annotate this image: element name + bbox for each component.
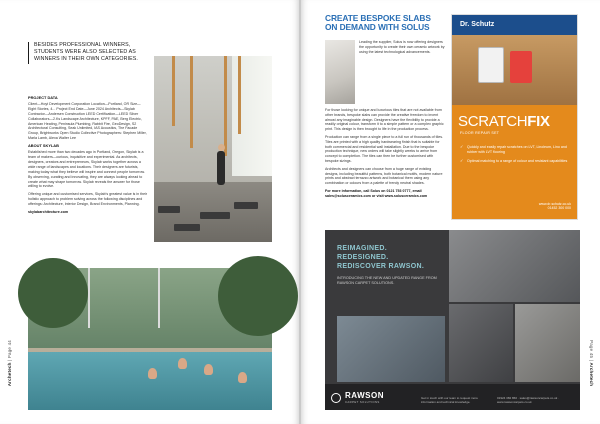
rawson-carpet-image [515,304,580,382]
photo-silk-rope [172,56,175,126]
page-number: Page 44 [7,340,12,359]
right-running-head: Page 45 | Archetech [589,340,594,387]
article-paragraph: Architects and designers can choose from a huge range of existing designs, including beautiful patterns, both botanical motifs, modern nature prints and abstract terrazzo artwork and botanical them using any combination or colours from a palette of trendy neutral shades. [325,166,443,186]
advert-product-box [510,51,532,83]
rawson-brand-name: RAWSON [345,391,384,400]
fix-word: FIX [527,113,550,130]
article-paragraph: Leading the supplier, Solus is now offering designers the opportunity to create their own ceramic artwork by using the latest technological advancements. [359,40,445,54]
about-text-2: Offering unique and customised services, Skylab's greatest value is in their holistic approach to problem solving across the following disciplines and offerings: Architecture, Interior Design, Brand Environments, Planning. [28,192,148,207]
slab-photo [325,40,355,104]
advert-phone: 01452 300 000 [547,206,571,211]
photo-mat [200,212,230,219]
left-running-head: Archetech | Page 44 [7,340,12,387]
rawson-headline-line: REDESIGNED. [337,254,389,261]
magazine-name: Archetech [7,362,12,387]
project-data-heading: PROJECT DATA [28,95,58,100]
rawson-advert[interactable] [325,230,580,410]
article-intro [359,40,445,57]
photo-swimmer [178,358,187,369]
advert-subtitle: FLOOR REPAIR SET [460,131,500,135]
page-number: Page 45 [589,340,594,359]
photo-tree [218,256,298,336]
rooftop-pool-photo [28,268,272,410]
dr-schutz-logo: Dr. Schutz [452,15,577,35]
photo-frame [158,268,160,328]
article-headline: CREATE BESPOKE SLABS ON DEMAND WITH SOLUS [325,13,431,32]
website-link[interactable]: skylabarchitecture.com [28,210,69,215]
about-heading: ABOUT SKYLAB [28,143,59,149]
contact-line: For more information, call Solus on 0121 753 0777, email sales@solusceramics.com or visit www.solusceramics.com [325,188,428,198]
article-body [325,108,445,202]
rawson-brand-sub: CARPET SOLUTIONS [345,400,380,404]
right-page [301,0,600,424]
photo-pool-water [28,352,272,410]
rawson-brand [345,391,384,404]
rawson-carpet-image [449,230,580,302]
scratchfix-wordmark [458,113,550,130]
yoga-studio-photo [154,56,272,242]
photo-silk-rope [224,56,227,156]
photo-swimmer [148,368,157,379]
photo-person-head [218,144,225,151]
photo-mat [158,206,180,213]
rawson-intro: INTRODUCING THE NEW AND UPDATED RANGE FROM RAWSON CARPET SOLUTIONS. [337,276,437,285]
scratch-word: SCRATCH [458,113,528,130]
article-paragraph: For those looking for unique and luxurious tiles that are not available from other brands, bespoke slabs can provide the creative freedom to invent almost any imaginable design. Designers have the flexibility to provide a readily original colour, transform it to a simple pattern or a complex graphic print. This design is then brought to life in the production process. [325,108,444,132]
rawson-logo-icon [331,393,341,403]
advert-bullets [460,145,572,167]
photo-silk-rope [238,56,241,134]
advert-url[interactable]: www.dr-schutz.co.uk [538,201,571,206]
advert-contact [539,202,571,211]
dr-schutz-advert[interactable] [451,14,578,220]
article-paragraph: Production can range from a single piece to a full run of thousands of tiles. Tiles are printed with a high quality hardwearing finish that is suitable for both commercial and residential wall installation. Due to the bespoke production technique, new orders will take slightly weeks to arrive from concept to completion. The tiles can then be further customised with bespoke sizings. [325,134,444,163]
photo-swimmer [238,372,247,383]
magazine-name: Archetech [589,362,594,387]
advert-product-can [478,47,504,83]
project-data-text: Client—Hoyt Development Corporation Location—Portland, OR Size—Eight Stories, 4... Project End Date—June 2024 Architects—Skylab Contractor—Andersen Construction LEED Certification—LEED Silver Collaborators—2.Ks Landscape Architecture, KPFF, PAE, Berg Electric, American Heating, Peninsula Plumbing, Rabbit Fire, GeoDesign, S2 Architectural Consulting, Seak Unlimited, IAS Acoustics, The Facade Group, Brightworks Open Studio Collective Photographers: Stephen Miller, Marla Lamb, Alexa Walter Lee [28,101,147,141]
rawson-room-image [337,316,445,382]
rawson-carpet-image [449,304,513,382]
photo-mat [174,224,200,231]
rawson-headline-line: REIMAGINED. [337,245,387,252]
rawson-contact-details[interactable]: 01924 382 860 · sales@rawsoncarpets.co.uk · www.rawsoncarpets.co.uk [497,395,560,404]
pull-quote: BESIDES PROFESSIONAL WINNERS, STUDENTS WERE ALSO SELECTED AS WINNERS IN THEIR OWN CATEGORIES. [28,42,146,64]
advert-bullet: ✓ Quickly and easily repair scratches on LVT, Linoleum, Lino and rubber with LVT flooring [460,145,572,155]
photo-tree [18,258,88,328]
project-info-column [28,96,148,215]
about-text: Established more than two decades ago in Portland, Oregon, Skylab is a team of makers—curious, inquisitive and experimental. As architects, designers, creators and entrepreneurs, Skylab works together across a wide range of landscapes and locations. Their designers are futurists, making today what they believe will inspire and connect people tomorrow. By observing, curating and innovating, they are always looking ahead to create what may shape tomorrow. Skylab reveals the answer for those willing to evolve. [28,150,145,189]
photo-person [217,151,225,185]
advert-bullet: ✓ Optimal matching to a range of colour and resistant capabilities [460,159,572,164]
photo-mat [234,202,258,209]
photo-swimmer [204,364,213,375]
photo-frame [88,268,90,328]
rawson-headline [337,244,424,271]
rawson-contact-text: Get in touch with our team to request more information and technical knowledge. [421,395,478,404]
photo-silk-rope [190,56,193,148]
left-page [0,0,299,424]
rawson-headline-line: REDISCOVER RAWSON. [337,263,425,270]
